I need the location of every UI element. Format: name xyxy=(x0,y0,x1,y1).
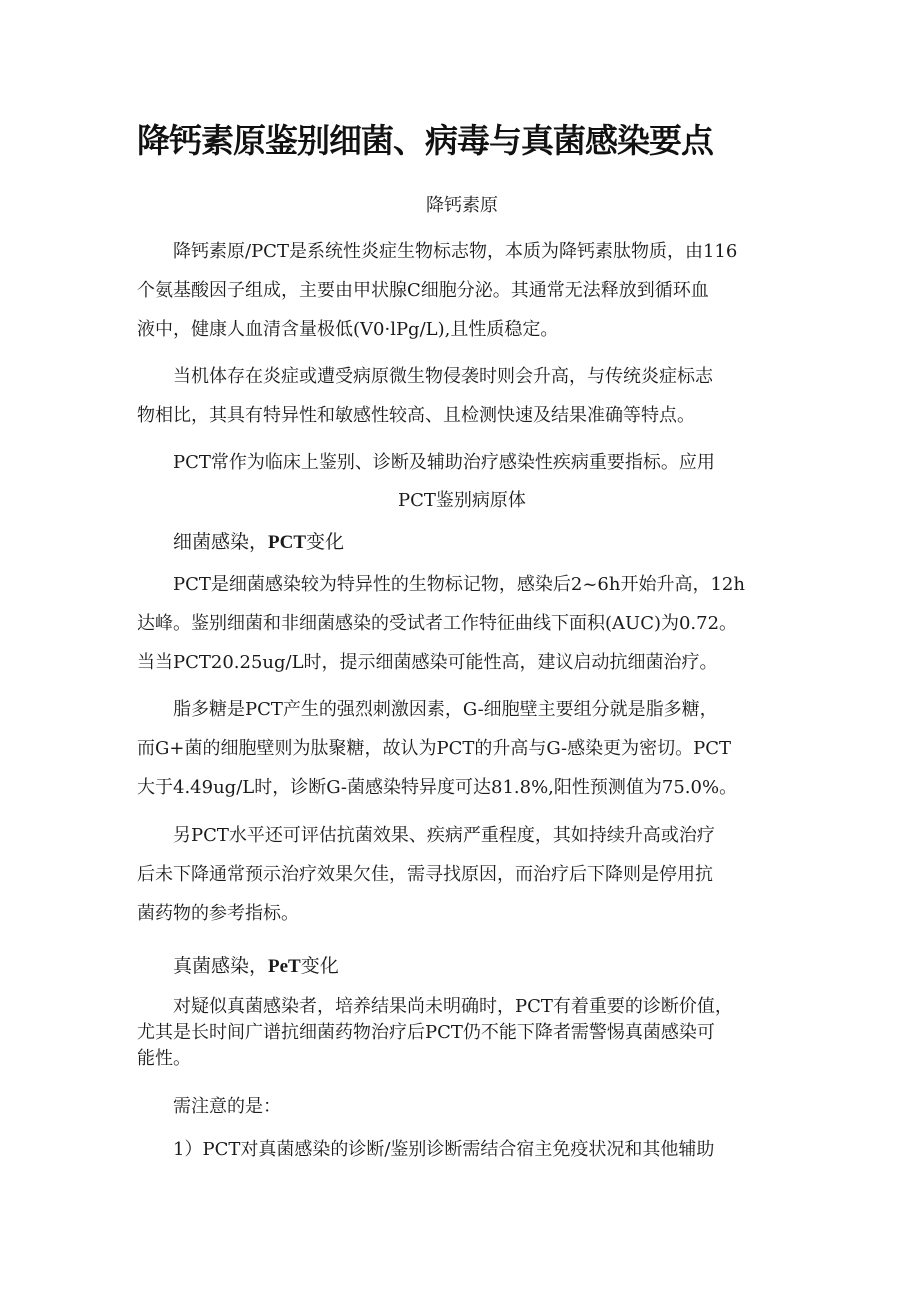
subheading-text: 变化 xyxy=(300,955,339,977)
paragraph-line: 液中，健康人血清含量极低(V0·lPg/L),且性质稳定。 xyxy=(137,319,559,340)
subheading-text: 真菌感染， xyxy=(173,955,269,977)
paragraph-treatment-evaluation xyxy=(137,816,787,933)
paragraph-inflammation xyxy=(137,357,787,435)
paragraph-note xyxy=(137,1087,787,1126)
paragraph-line: 需注意的是： xyxy=(173,1096,281,1117)
paragraph-line: 降钙素原/PCT是系统性炎症生物标志物，本质为降钙素肽物质，由116 xyxy=(173,241,738,262)
paragraph-pct-definition xyxy=(137,232,787,349)
paragraph-note-item-1 xyxy=(137,1130,787,1169)
paragraph-line: 尤其是长时间广谱抗细菌药物治疗后PCT仍不能下降者需警惕真菌感染可 xyxy=(137,1022,715,1043)
paragraph-clinical-use xyxy=(137,443,787,482)
paragraph-line: 当机体存在炎症或遭受病原微生物侵袭时则会升高，与传统炎症标志 xyxy=(173,366,713,387)
paragraph-line: 1）PCT对真菌感染的诊断/鉴别诊断需结合宿主免疫状况和其他辅助 xyxy=(173,1139,715,1160)
paragraph-bacterial-marker xyxy=(137,565,787,682)
paragraph-line: 后未下降通常预示治疗效果欠佳，需寻找原因，而治疗后下降则是停用抗 xyxy=(137,864,713,885)
paragraph-line: 对疑似真菌感染者，培养结果尚未明确时，PCT有着重要的诊断价值， xyxy=(173,996,733,1017)
subheading-bold-text: PeT xyxy=(268,956,301,977)
paragraph-line: 大于4.49ug/L时，诊断G-菌感染特异度可达81.8%,阳性预测值为75.0%。 xyxy=(137,777,738,798)
subheading-bold-text: PCT xyxy=(268,532,307,553)
paragraph-line: 菌药物的参考指标。 xyxy=(137,903,299,924)
paragraph-lipopolysaccharide xyxy=(137,690,787,807)
paragraph-fungal xyxy=(137,994,787,1072)
paragraph-line: 个氨基酸因子组成，主要由甲状腺C细胞分泌。其通常无法释放到循环血 xyxy=(137,280,709,301)
paragraph-line: 脂多糖是PCT产生的强烈刺激因素，G-细胞壁主要组分就是脂多糖， xyxy=(173,699,718,720)
subheading-fungal xyxy=(173,951,339,982)
section-heading-pathogen: PCT鉴别病原体 xyxy=(398,490,526,511)
paragraph-line: 而G+菌的细胞壁则为肽聚糖，故认为PCT的升高与G-感染更为密切。PCT xyxy=(137,738,732,759)
paragraph-line: 物相比，其具有特异性和敏感性较高、且检测快速及结果准确等特点。 xyxy=(137,405,695,426)
paragraph-line: 能性。 xyxy=(137,1048,191,1069)
paragraph-line: 另PCT水平还可评估抗菌效果、疾病严重程度，其如持续升高或治疗 xyxy=(173,825,715,846)
document-title: 降钙素原鉴别细菌、病毒与真菌感染要点 xyxy=(137,121,713,160)
paragraph-line: PCT常作为临床上鉴别、诊断及辅助治疗感染性疾病重要指标。应用 xyxy=(173,452,715,473)
paragraph-line: 当当PCT20.25ug/L时，提示细菌感染可能性高，建议启动抗细菌治疗。 xyxy=(137,652,718,673)
subheading-text: 变化 xyxy=(306,531,345,553)
subheading-text: 细菌感染， xyxy=(173,531,269,553)
paragraph-line: 达峰。鉴别细菌和非细菌感染的受试者工作特征曲线下面积(AUC)为0.72。 xyxy=(137,613,738,634)
subheading-bacterial xyxy=(173,527,344,558)
paragraph-line: PCT是细菌感染较为特异性的生物标记物，感染后2~6h开始升高，12h xyxy=(173,574,745,595)
section-heading-pct: 降钙素原 xyxy=(426,195,498,216)
